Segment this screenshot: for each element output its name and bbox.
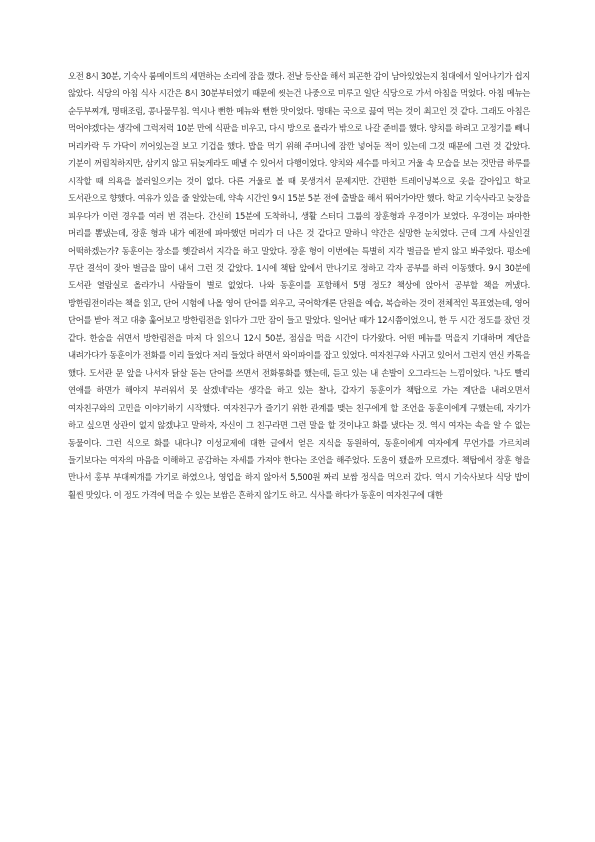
body-paragraph: 오전 8시 30분, 기숙사 룸메이트의 세면하는 소리에 잠을 깼다. 전날 등산을 해서 피곤한 감이 남아있었는지 침대에서 일어나기가 쉽지 않았다. 식당의 아침 식사 시간은 8시 30분부터였기 때문에 씻는건 나중으로 미루고 일단 식당으로 가서 아침을 먹었다. 아침 메뉴는 순두부찌개, 명태조림, 콩나물무침. 역시나 뻔한 메뉴와 뻔한 맛이었다. 명태는 국으로 끓여 먹는 것이 최고인 것 같다. 그래도 아침은 먹어야겠다는 생각에 그럭저럭 10분 만에 식판을 비우고, 다시 방으로 올라가 밖으로 나갈 준비를 했다. 양치를 하려고 고정기를 빼니 머리카락 두 가닥이 끼어있는걸 보고 기겁을 했다. 밥을 먹기 위해 주머니에 잠깐 넣어둔 적이 있는데 그것 때문에 그런 것 같았다. 기분이 꺼림칙하지만, 삼키지 않고 뒤늦게라도 떼낼 수 있어서 다행이었다. 양치와 세수를 마치고 거울 속 모습을 보는 것만큼 하루를 시작할 때 의욕을 불러일으키는 것이 없다. 다른 거울로 볼 때 못생겨서 문제지만. 간편한 트레이닝복으로 옷을 갈아입고 학교 도서관으로 향했다. 여유가 있을 줄 알았는데, 약속 시간인 9시 15분 5분 전에 출발을 해서 뛰어가야만 했다. 학교 기숙사라고 늦장을 피우다가 이런 경우를 여러 번 겪는다. 간신히 15분에 도착하니, 생활 스터디 그룹의 장훈형과 우경이가 보였다. 우경이는 파마한 머리를 뽐냈는데, 장훈 형과 내가 예전에 파마했던 머리가 더 나은 것 같다고 말하니 약간은 실망한 눈치였다. 근데 그게 사실인걸 어떡하겠는가? 동훈이는 장소를 헷갈려서 지각을 하고 말았다. 장훈 형이 이번에는 특별히 지각 벌금을 받지 않고 봐주었다. 평소에 무단 결석이 잦아 벌금을 많이 내서 그런 것 같았다. 1시에 책탑 앞에서 만나기로 정하고 각자 공부를 하러 이동했다. 9시 30분에 도서관 열람실로 올라가니 사람들이 별로 없었다. 나와 동훈이를 포함해서 5명 정도? 책상에 앉아서 공부할 책을 꺼냈다. 방한림전이라는 책을 읽고, 단어 시험에 나올 영어 단어를 외우고, 국어학개론 단원을 예습, 복습하는 것이 전체적인 목표였는데, 영어 단어를 받아 적고 대충 훑어보고 방한림전을 읽다가 그만 잠이 들고 말았다. 일어난 때가 12시쯤이었으니, 한 두 시간 정도를 잤던 것 같다. 한숨을 쉬면서 방한림전을 마저 다 읽으니 12시 50분, 점심을 먹을 시간이 다가왔다. 어떤 메뉴를 먹을지 기대하며 계단을 내려가다가 동훈이가 전화를 이리 들었다 저리 들었다 하면서 와이파이를 잡고 있었다. 여자친구와 사귀고 있어서 그런지 연신 카톡을 했다. 도서관 문 앞을 나서자 닭살 돋는 단어를 쓰면서 전화통화를 했는데, 듣고 있는 내 손발이 오그라드는 느낌이었다. '나도 빨리 연애를 하면가 해야지 부러워서 못 살겠네'라는 생각을 하고 있는 찰나, 갑자기 동훈이가 책탑으로 가는 계단을 내려오면서 여자친구와의 고민을 이야기하기 시작했다. 여자친구가 즐기기 위한 관계를 맺는 친구에게 할 조언을 동훈이에게 구했는데, 자기가 하고 싶으면 상관이 없지 않겠냐고 말하자, 자신이 그 친구라면 그런 말을 할 것이냐고 화를 냈다는 것. 역시 여자는 속을 알 수 없는 동물이다. 그런 식으로 화를 내다니? 이성교제에 대한 글에서 얻은 지식을 동원하여, 동훈이에게 여자에게 무언가를 가르치려 들기보다는 여자의 마음을 이해하고 공감하는 자세를 가져야 한다는 조언을 해주었다. 도움이 됐을까 모르겠다. 책탑에서 장훈 형을 만나서 홍부 부대찌개를 가기로 하였으나, 영업을 하지 않아서 5,500원 짜리 보쌈 정식을 먹으러 갔다. 역시 기숙사보다 식당 밥이 훨씬 맛있다. 이 정도 가격에 먹을 수 있는 보쌈은 흔하지 않기도 하고. 식사를 하다가 동훈이 여자친구에 대한 — [68, 71, 530, 500]
